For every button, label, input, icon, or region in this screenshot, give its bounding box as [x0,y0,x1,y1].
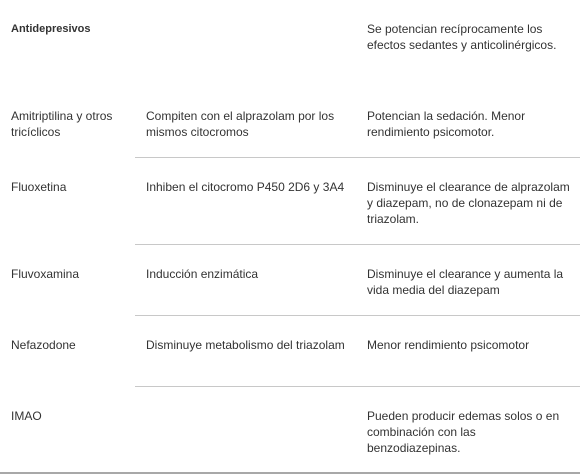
row-3-drug: Fluvoxamina [11,267,80,281]
row-divider [135,157,580,158]
row-1-mechanism: Compiten con el alprazolam por los mismos citocromos [146,109,335,139]
row-4-mechanism: Disminuye metabolismo del triazolam [146,338,345,352]
table-bottom-border [0,472,580,474]
row-5-effect: Pueden producir edemas solos o en combinación con las benzodiazepinas. [367,409,560,455]
row-4-drug: Nefazodone [11,338,76,352]
row-3-effect: Disminuye el clearance y aumenta la vida media del diazepam [367,267,564,297]
row-4-effect: Menor rendimiento psicomotor [367,338,530,352]
row-divider [135,315,580,316]
row-0-drug: Antidepresivos [11,23,91,35]
row-1-drug: Amitriptilina y otros tricíclicos [11,109,113,139]
row-2-drug: Fluoxetina [11,180,67,194]
row-2-effect: Disminuye el clearance de alprazolam y diazepam, no de clonazepam ni de triazolam. [367,180,570,226]
row-3-mechanism: Inducción enzimática [146,267,259,281]
row-divider [135,386,580,387]
row-0-effect: Se potencian recíprocamente los efectos sedantes y anticolinérgicos. [367,22,557,52]
row-divider [135,244,580,245]
row-5-drug: IMAO [11,409,42,423]
row-2-mechanism: Inhiben el citocromo P450 2D6 y 3A4 [146,180,345,194]
row-1-effect: Potencian la sedación. Menor rendimiento psicomotor. [367,109,526,139]
